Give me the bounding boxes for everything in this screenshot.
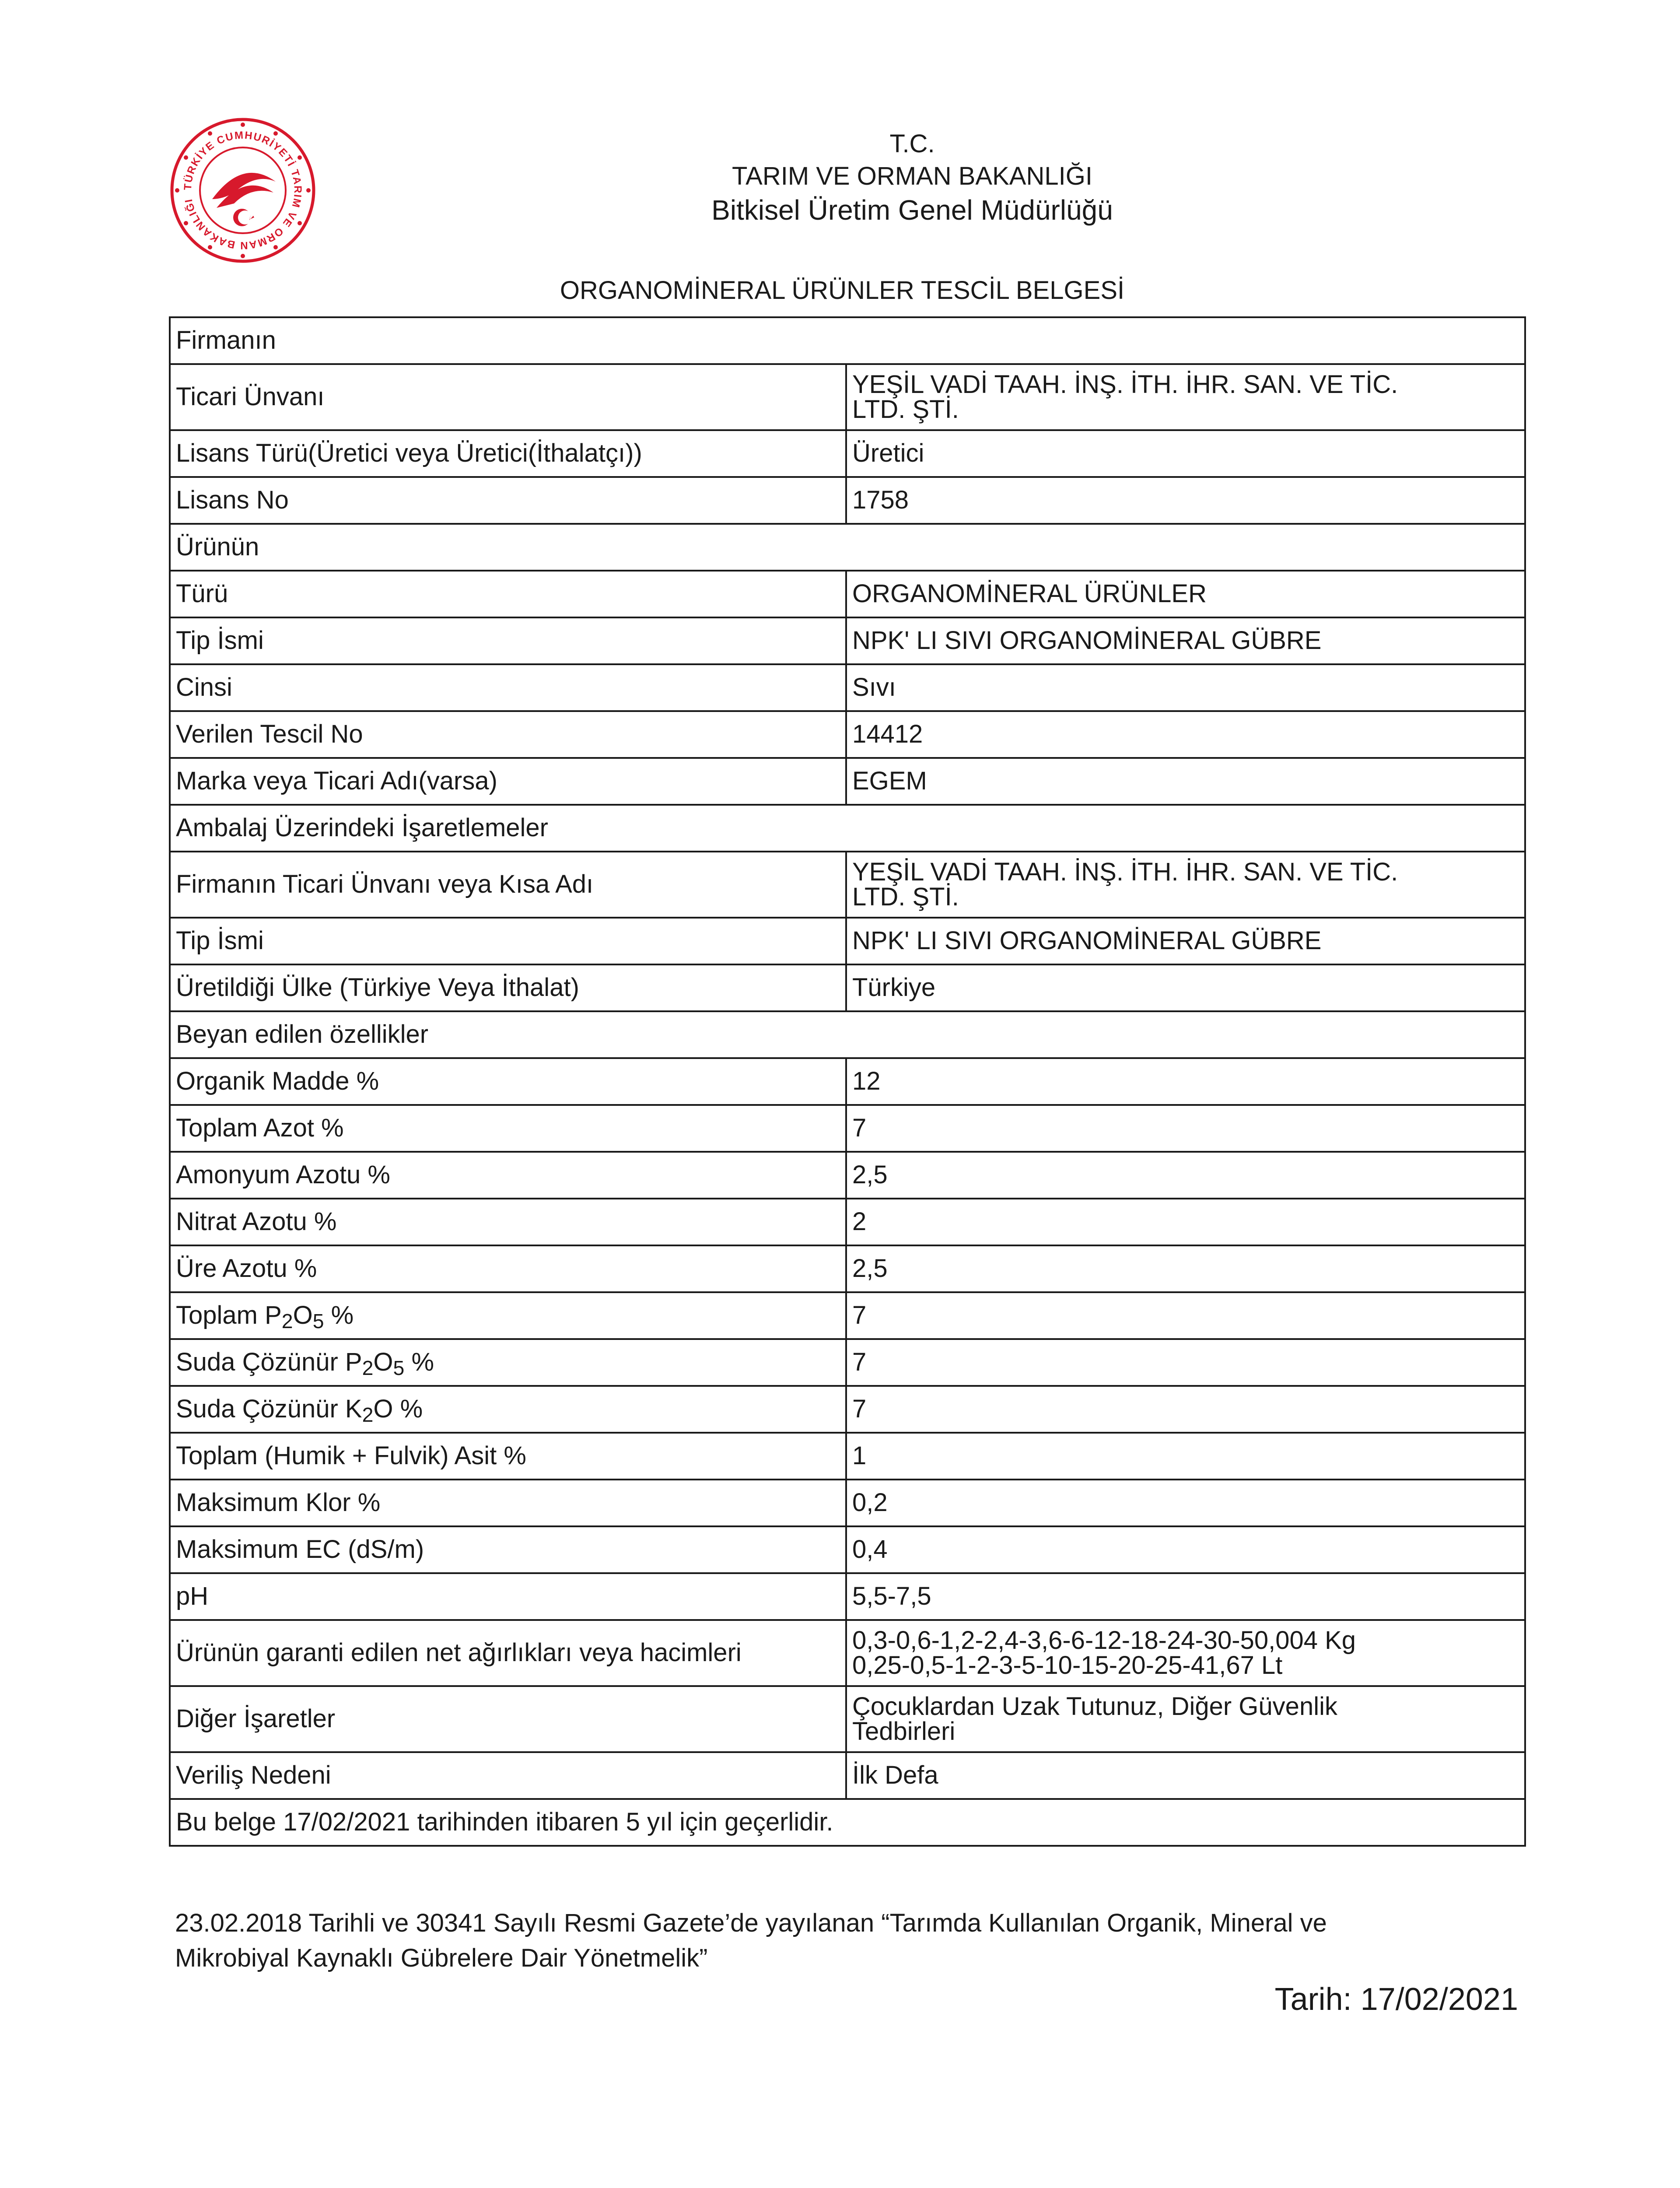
- row-label: Üre Azotu %: [170, 1245, 846, 1292]
- row-label: Tip İsmi: [170, 918, 846, 964]
- table-row: [170, 852, 1525, 918]
- table-row: [170, 1011, 1525, 1058]
- row-label: Nitrat Azotu %: [170, 1199, 846, 1245]
- row-label: Maksimum EC (dS/m): [170, 1526, 846, 1573]
- table-row: [170, 664, 1525, 711]
- table-row: [170, 711, 1525, 758]
- row-value: ORGANOMİNERAL ÜRÜNLER: [846, 571, 1525, 617]
- table-row: [170, 1620, 1525, 1686]
- row-value: 2,5: [846, 1152, 1525, 1199]
- row-label: Üretildiği Ülke (Türkiye Veya İthalat): [170, 964, 846, 1011]
- table-row: [170, 1526, 1525, 1573]
- table-row: [170, 1339, 1525, 1386]
- row-label: Ticari Ünvanı: [170, 364, 846, 430]
- section-firm: Firmanın: [170, 317, 1525, 364]
- row-label: Organik Madde %: [170, 1058, 846, 1105]
- row-label: Lisans No: [170, 477, 846, 524]
- table-row: [170, 1245, 1525, 1292]
- table-row: [170, 964, 1525, 1011]
- row-label: Maksimum Klor %: [170, 1480, 846, 1526]
- row-value: 7: [846, 1339, 1525, 1386]
- header-tc: T.C.: [889, 130, 935, 158]
- section-packaging: Ambalaj Üzerindeki İşaretlemeler: [170, 805, 1525, 852]
- table-row: [170, 1199, 1525, 1245]
- row-value: Üretici: [846, 430, 1525, 477]
- regulation-reference: 23.02.2018 Tarihli ve 30341 Sayılı Resmi Gazete’de yayılanan “Tarımda Kullanılan Organik, Mineral ve Mikrobiyal Kaynaklı Gübrelere Dair Yönetmelik”: [175, 1909, 1327, 1972]
- document-date: Tarih: 17/02/2021: [1274, 1982, 1518, 2017]
- table-row: [170, 430, 1525, 477]
- table-row: [170, 1480, 1525, 1526]
- row-value: Türkiye: [846, 964, 1525, 1011]
- row-value: 1: [846, 1433, 1525, 1480]
- validity-note: Bu belge 17/02/2021 tarihinden itibaren 5 yıl için geçerlidir.: [170, 1799, 1525, 1846]
- table-row: [170, 524, 1525, 571]
- row-value: 0,2: [846, 1480, 1525, 1526]
- table-row: [170, 1752, 1525, 1799]
- row-label: Suda Çözünür $P_2O_5$ %: [170, 1339, 846, 1386]
- table-row: [170, 1433, 1525, 1480]
- row-value: 5,5-7,5: [846, 1573, 1525, 1620]
- section-product: Ürünün: [170, 524, 1525, 571]
- row-value: NPK' LI SIVI ORGANOMİNERAL GÜBRE: [846, 918, 1525, 964]
- row-label: Tip İsmi: [170, 617, 846, 664]
- table-row: [170, 1058, 1525, 1105]
- row-label: Türü: [170, 571, 846, 617]
- table-row: [170, 1152, 1525, 1199]
- row-value: Sıvı: [846, 664, 1525, 711]
- row-label: Toplam Azot %: [170, 1105, 846, 1152]
- logo-ring-text: TÜRKİYE CUMHURİYETİ TARIM VE ORMAN BAKANLIĞI: [182, 129, 304, 252]
- row-value: 7: [846, 1386, 1525, 1433]
- registration-table: [169, 316, 1526, 1847]
- table-row: [170, 1292, 1525, 1339]
- table-row: [170, 918, 1525, 964]
- row-value: Çocuklardan Uzak Tutunuz, Diğer Güvenlik Tedbirleri: [846, 1686, 1525, 1752]
- document-title: ORGANOMİNERAL ÜRÜNLER TESCİL BELGESİ: [560, 276, 1125, 305]
- row-value: İlk Defa: [846, 1752, 1525, 1799]
- row-label: Lisans Türü(Üretici veya Üretici(İthalatçı)): [170, 430, 846, 477]
- row-label: Veriliş Nedeni: [170, 1752, 846, 1799]
- row-value: NPK' LI SIVI ORGANOMİNERAL GÜBRE: [846, 617, 1525, 664]
- table-row: [170, 1799, 1525, 1846]
- section-properties: Beyan edilen özellikler: [170, 1011, 1525, 1058]
- table-row: [170, 617, 1525, 664]
- row-label: Diğer İşaretler: [170, 1686, 846, 1752]
- header-ministry: TARIM VE ORMAN BAKANLIĞI: [732, 162, 1092, 190]
- row-label: Verilen Tescil No: [170, 711, 846, 758]
- table-row: [170, 1573, 1525, 1620]
- row-value: YEŞİL VADİ TAAH. İNŞ. İTH. İHR. SAN. VE TİC. LTD. ŞTİ.: [846, 852, 1525, 918]
- row-value: 1758: [846, 477, 1525, 524]
- row-label: Amonyum Azotu %: [170, 1152, 846, 1199]
- row-value: 2: [846, 1199, 1525, 1245]
- row-value: 0,4: [846, 1526, 1525, 1573]
- row-label: Toplam (Humik + Fulvik) Asit %: [170, 1433, 846, 1480]
- table-row: [170, 1386, 1525, 1433]
- row-value: 0,3-0,6-1,2-2,4-3,6-6-12-18-24-30-50,004 Kg 0,25-0,5-1-2-3-5-10-15-20-25-41,67 Lt: [846, 1620, 1525, 1686]
- table-row: [170, 477, 1525, 524]
- table-row: [170, 758, 1525, 805]
- row-value: 7: [846, 1292, 1525, 1339]
- row-label: Ürünün garanti edilen net ağırlıkları veya hacimleri: [170, 1620, 846, 1686]
- table-row: [170, 364, 1525, 430]
- table-row: [170, 317, 1525, 364]
- row-value: 12: [846, 1058, 1525, 1105]
- row-label: Toplam $P_2O_5$ %: [170, 1292, 846, 1339]
- row-value: EGEM: [846, 758, 1525, 805]
- row-value: 14412: [846, 711, 1525, 758]
- row-label: pH: [170, 1573, 846, 1620]
- table-row: [170, 1105, 1525, 1152]
- row-value: YEŞİL VADİ TAAH. İNŞ. İTH. İHR. SAN. VE TİC. LTD. ŞTİ.: [846, 364, 1525, 430]
- row-value: 2,5: [846, 1245, 1525, 1292]
- table-row: [170, 805, 1525, 852]
- row-label: Cinsi: [170, 664, 846, 711]
- table-row: [170, 571, 1525, 617]
- header-directorate: Bitkisel Üretim Genel Müdürlüğü: [711, 194, 1113, 226]
- row-label: Firmanın Ticari Ünvanı veya Kısa Adı: [170, 852, 846, 918]
- table-row: [170, 1686, 1525, 1752]
- row-label: Marka veya Ticari Adı(varsa): [170, 758, 846, 805]
- row-value: 7: [846, 1105, 1525, 1152]
- row-label: Suda Çözünür $K_2O$ %: [170, 1386, 846, 1433]
